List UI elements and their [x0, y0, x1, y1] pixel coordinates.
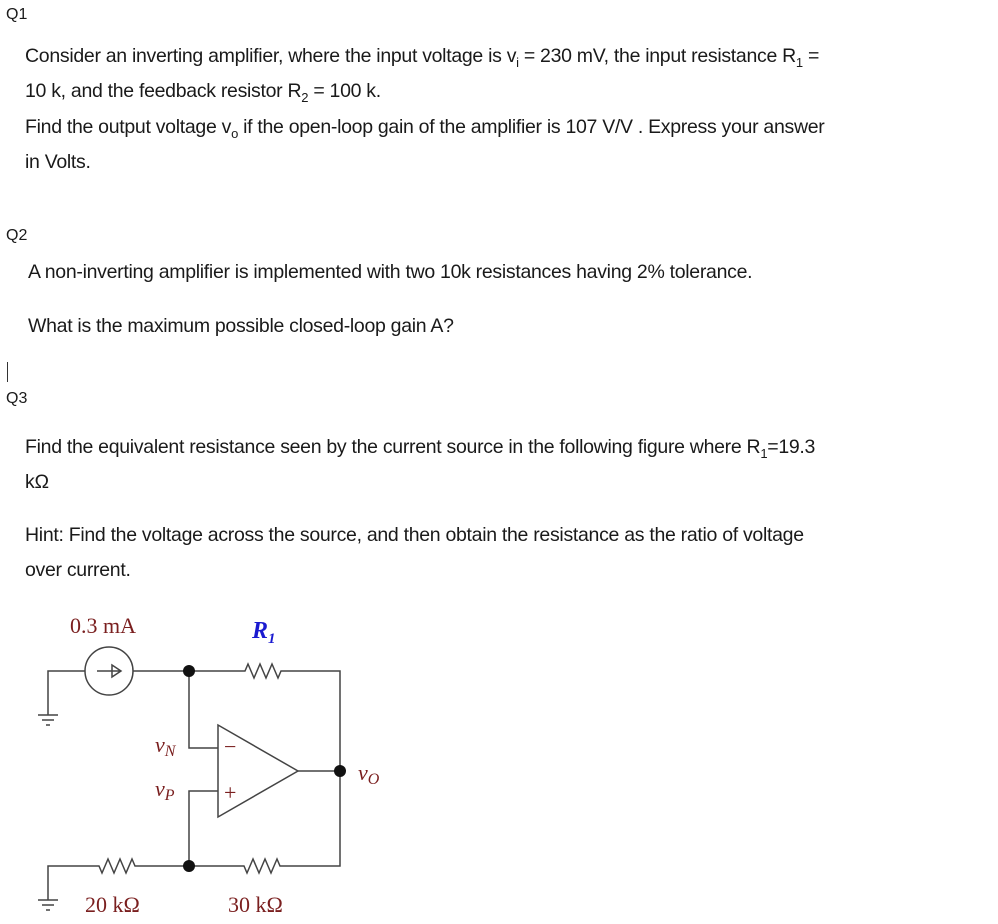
q3-hint1: Hint: Find the voltage across the source, and then obtain the resistance as the ratio of voltage	[25, 524, 804, 546]
q2-line1: A non-inverting amplifier is implemented with two 10k resistances having 2% tolerance.	[28, 261, 753, 283]
r30-label: 30 kΩ	[228, 892, 283, 917]
q3-line2: kΩ	[25, 471, 49, 493]
q1-line1: Consider an inverting amplifier, where the input voltage is $v_i = 230$ mV, the input resistance $R_1$ =	[25, 45, 820, 70]
arrow-icon	[97, 665, 121, 677]
q2-line2: What is the maximum possible closed-loop gain A?	[28, 315, 454, 337]
q3-label: Q3	[6, 390, 28, 407]
q2-label: Q2	[6, 227, 28, 244]
q1-line4: in Volts.	[25, 151, 91, 173]
vn-label: vN	[155, 732, 176, 760]
plus-sign: +	[224, 780, 237, 805]
vo-label: vO	[358, 760, 380, 788]
q1-line2: 10 k, and the feedback resistor $R_2 = 100$ k.	[25, 80, 381, 105]
minus-sign: −	[224, 734, 237, 759]
source-label: 0.3 mA	[70, 613, 136, 638]
q1-line3: Find the output voltage $v_o$ if the open-loop gain of the amplifier is 107 V/V . Express your answer	[25, 116, 825, 141]
q1-label: Q1	[6, 6, 28, 23]
r20-label: 20 kΩ	[85, 892, 140, 917]
q3-hint2: over current.	[25, 559, 131, 581]
vp-label: vP	[155, 776, 175, 804]
r1-label: $R_1$	[252, 618, 276, 647]
q3-line1: Find the equivalent resistance seen by the current source in the following figure where $R_1=19.3$	[25, 436, 816, 461]
